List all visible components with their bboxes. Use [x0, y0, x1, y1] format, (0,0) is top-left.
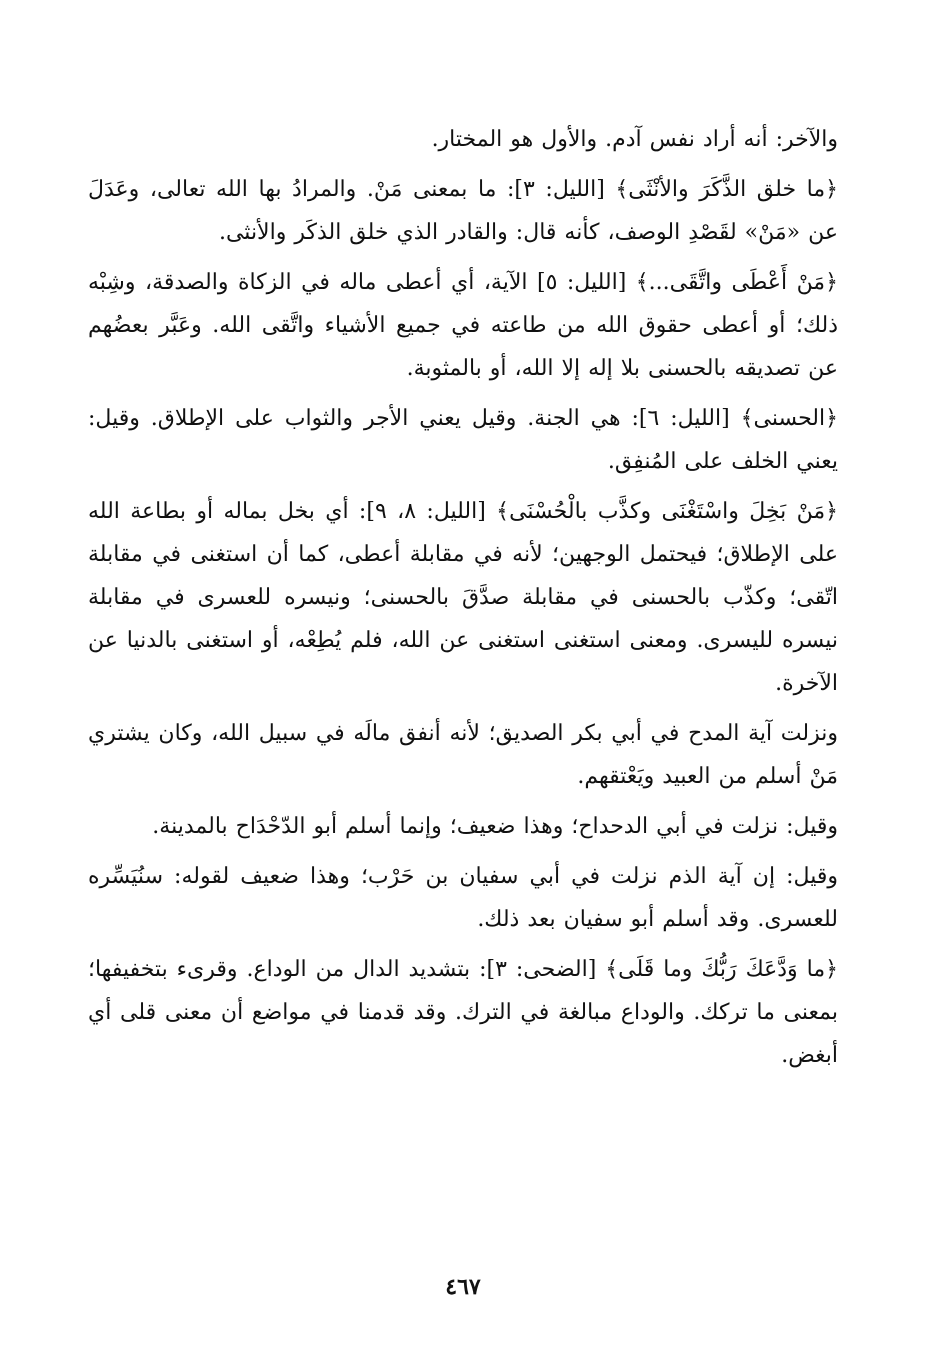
paragraph: ﴿مَنْ بَخِلَ واسْتَغْنَى وكذَّب بالْحُسْنَى﴾ [الليل: ٨، ٩]: أي بخل بماله أو بطاعة الله على الإطلاق؛ فيحتمل الوجهين؛ لأنه في مقابلة أعطى، كما أن استغنى في مقابلة اتّقى؛ وكذّب بالحسنى في مقابلة صدَّقَ بالحسنى؛ ونيسره للعسرى في مقابلة نيسره لليسرى. ومعنى استغنى استغنى عن الله، فلم يُطِعْه، أو استغنى بالدنيا عن الآخرة.	[88, 499, 838, 696]
paragraph: ونزلت آية المدح في أبي بكر الصديق؛ لأنه أنفق مالَه في سبيل الله، وكان يشتري مَنْ أسلم من العبيد ويَعْتقهم.	[88, 721, 838, 789]
paragraph: ﴿ما وَدَّعَكَ رَبُّكَ وما قَلَى﴾ [الضحى: ٣]: بتشديد الدال من الوداع. وقرىء بتخفيفها؛ بمعنى ما تركك. والوداع مبالغة في الترك. وقد قدمنا في مواضع أن معنى قلى أي أبغض.	[88, 957, 838, 1068]
page-number: ٤٦٧	[445, 1274, 481, 1300]
paragraph: ﴿مَنْ أَعْطَى واتَّقَى...﴾ [الليل: ٥] الآية، أي أعطى ماله في الزكاة والصدقة، وشِبْه ذلك؛ أو أعطى حقوق الله من طاعته في جميع الأشياء واتَّقى الله. وعَبَّر بعضُهم عن تصديقه بالحسنى بلا إله إلا الله، أو بالمثوبة.	[88, 270, 838, 381]
paragraph: وقيل: إن آية الذم نزلت في أبي سفيان بن حَرْب؛ وهذا ضعيف لقوله: سنُيَسِّره للعسرى. وقد أسلم أبو سفيان بعد ذلك.	[88, 864, 838, 932]
paragraph: ﴿ما خلق الذَّكَرَ والأنْثَى﴾ [الليل: ٣]: ما بمعنى مَنْ. والمرادُ بها الله تعالى، وعَدَلَ عن «مَنْ» لقَصْدِ الوصف، كأنه قال: والقادر الذي خلق الذكَر والأنثى.	[88, 177, 838, 245]
paragraph: وقيل: نزلت في أبي الدحداح؛ وهذا ضعيف؛ وإنما أسلم أبو الدّحْدَاح بالمدينة.	[152, 814, 838, 839]
page-body	[88, 118, 838, 1077]
paragraph: والآخر: أنه أراد نفس آدم. والأول هو المختار.	[431, 127, 838, 152]
paragraph: ﴿الحسنى﴾ [الليل: ٦]: هي الجنة. وقيل يعني الأجر والثواب على الإطلاق. وقيل: يعني الخلف على المُنفِق.	[88, 406, 838, 474]
